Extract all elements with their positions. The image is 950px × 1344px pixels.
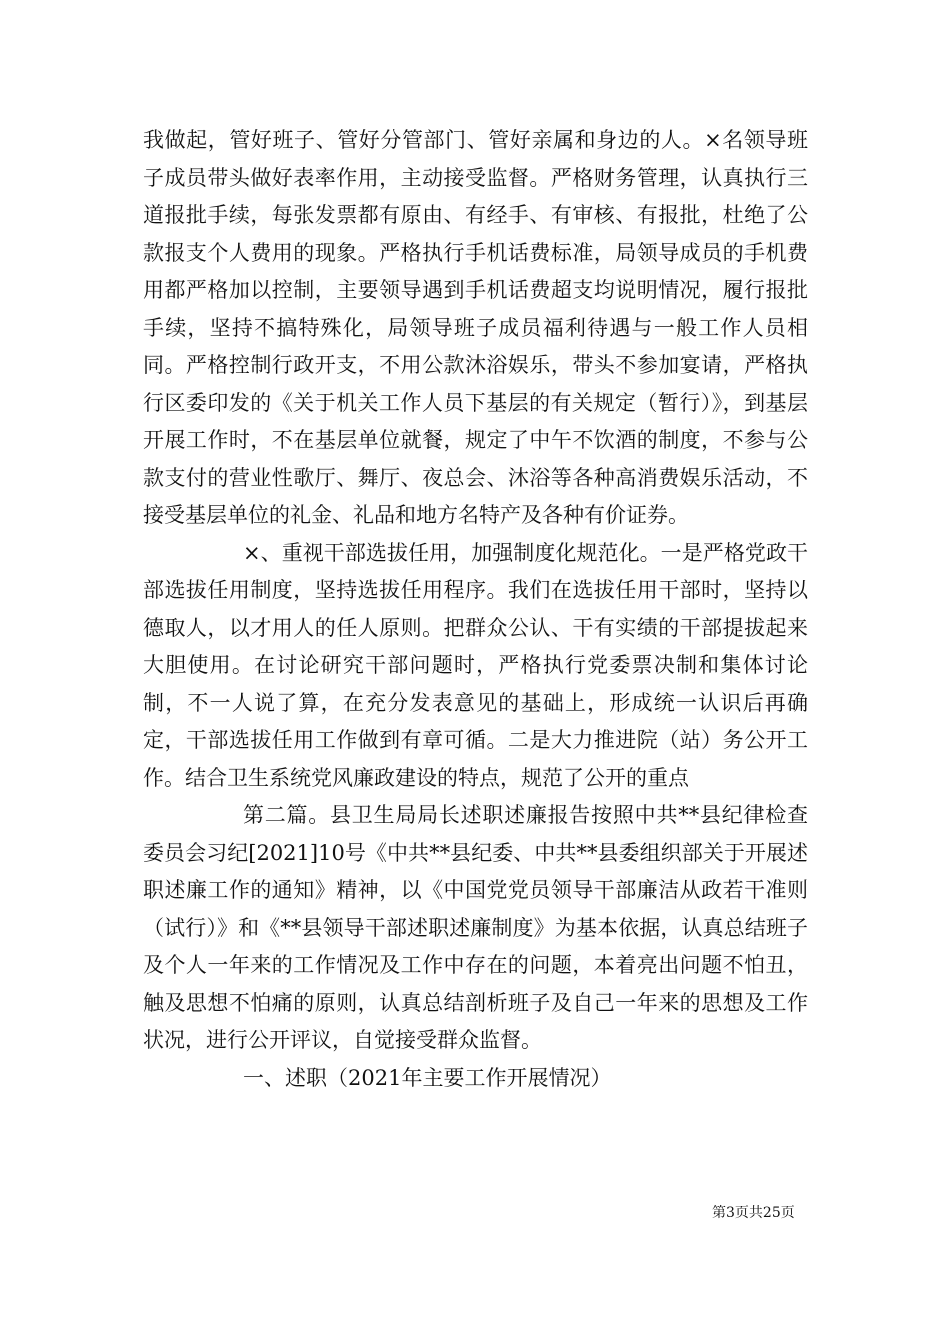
paragraph-second-article: 第二篇。县卫生局局长述职述廉报告按照中共**县纪律检查委员会习纪[2021]10号《中共**县纪委、中共**县委组织部关于开展述职述廉工作的通知》精神，以《中国党党员领导干部廉洁从政若干准则（试行）》和《**县领导干部述职述廉制度》为基本依据，认真总结班子及个人一年来的工作情况及工作中存在的问题，本着亮出问题不怕丑，触及思想不怕痛的原则，认真总结剖析班子及自己一年来的思想及工作状况，进行公开评议，自觉接受群众监督。 [143, 803, 808, 1052]
section-heading-report: 一、述职（2021年主要工作开展情况） [243, 1065, 612, 1090]
document-body [143, 122, 808, 1097]
paragraph-cadre-selection: ×、重视干部选拔任用，加强制度化规范化。一是严格党政干部选拔任用制度，坚持选拔任用程序。我们在选拔任用干部时，坚持以德取人，以才用人的任人原则。把群众公认、干有实绩的干部提拔起来大胆使用。在讨论研究干部问题时，严格执行党委票决制和集体讨论制，不一人说了算，在充分发表意见的基础上，形成统一认识后再确定，干部选拔任用工作做到有章可循。二是大力推进院（站）务公开工作。结合卫生系统党风廉政建设的特点，规范了公开的重点 [143, 540, 808, 790]
paragraph-discipline: 我做起，管好班子、管好分管部门、管好亲属和身边的人。×名领导班子成员带头做好表率作用，主动接受监督。严格财务管理，认真执行三道报批手续，每张发票都有原由、有经手、有审核、有报批，杜绝了公款报支个人费用的现象。严格执行手机话费标准，局领导成员的手机费用都严格加以控制，主要领导遇到手机话费超支均说明情况，履行报批手续，坚持不搞特殊化，局领导班子成员福利待遇与一般工作人员相同。严格控制行政开支，不用公款沐浴娱乐，带头不参加宴请，严格执行区委印发的《关于机关工作人员下基层的有关规定（暂行）》，到基层开展工作时，不在基层单位就餐，规定了中午不饮酒的制度，不参与公款支付的营业性歌厅、舞厅、夜总会、沐浴等各种高消费娱乐活动，不接受基层单位的礼金、礼品和地方名特产及各种有价证券。 [143, 128, 808, 527]
page-number: 第3页共25页 [712, 1205, 795, 1221]
